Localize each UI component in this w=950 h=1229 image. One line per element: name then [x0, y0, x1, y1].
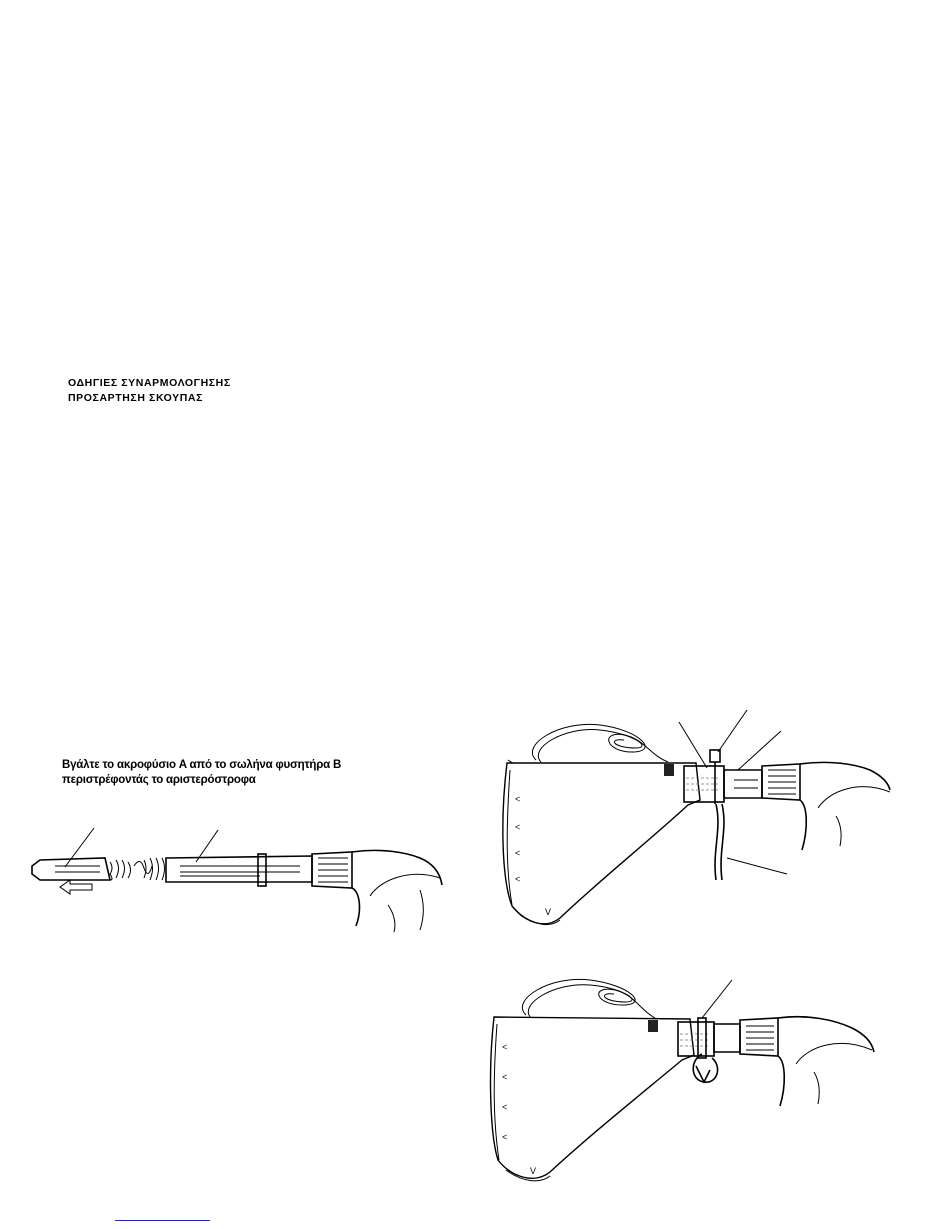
svg-text:<: < [502, 1102, 508, 1112]
svg-text:<: < [502, 1042, 508, 1052]
leader-line-strap-2 [702, 980, 732, 1018]
instruction-line-1: Βγάλτε το ακροφύσιο A από το σωλήνα φυσητήρα B [62, 759, 342, 771]
arrow-left-icon [60, 880, 92, 894]
svg-text:<: < [502, 1072, 508, 1082]
leader-line-a [65, 828, 94, 867]
blower-tube-b [166, 856, 312, 882]
svg-text:<: < [502, 1132, 508, 1142]
svg-text:V: V [545, 907, 552, 917]
leader-line-clip [718, 710, 747, 752]
heading-subtitle: ΠΡΟΣΑΡΤΗΣΗ ΣΚΟΥΠΑΣ [68, 392, 203, 404]
svg-text:<: < [515, 822, 521, 832]
leader-line-tube [738, 731, 781, 770]
leader-line-cord [727, 858, 787, 874]
instruction-line-2: περιστρέφοντάς το αριστερόστροφα [62, 774, 256, 786]
svg-text:<: < [515, 794, 521, 804]
bag-clip [664, 764, 674, 776]
figure-bag-strap-tightened [491, 979, 874, 1180]
svg-text:<: < [515, 874, 521, 884]
figure-bag-attachment [503, 710, 890, 925]
svg-text:V: V [530, 1166, 537, 1176]
leader-line-strap [679, 722, 707, 768]
svg-text:<: < [515, 848, 521, 858]
nozzle-a [32, 858, 110, 880]
heading-title: ΟΔΗΓΙΕΣ ΣΥΝΑΡΜΟΛΟΓΗΣΗΣ [68, 377, 231, 389]
footer-rule [115, 1220, 210, 1221]
